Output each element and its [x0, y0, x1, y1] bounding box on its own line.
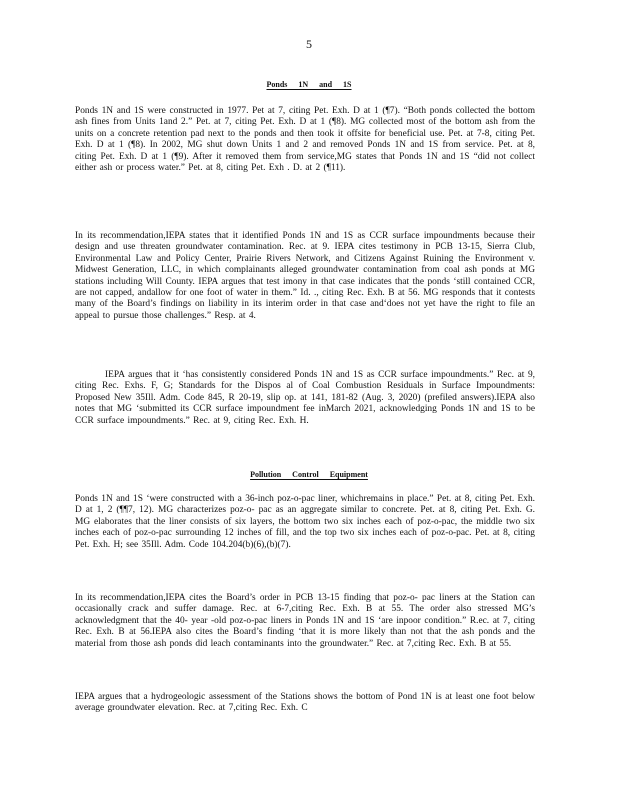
section-heading-pollution-control — [0, 470, 618, 479]
paragraph: In its recommendation,IEPA states that it identified Ponds 1N and 1S as CCR surface impoundments because their design and use threaten groundwater contamination. Rec. at 9. IEPA cites testimony in PCB 13-15, Sierra Club, Environmental Law and Policy Center, Prairie Rivers Network, and Citizens Against Ruining the Environment v. Midwest Generation, LLC, in which complainants alleged groundwater contamination from coal ash ponds at MG stations including Will County. IEPA argues that test imony in that case indicates that the ponds ‘still contained CCR, are not capped, andallow for one foot of water in them.” Id. ., citing Rec. Exh. B at 56. MG responds that it contests many of the Board’s findings on liability in its interim order in that case and‘does not yet have the right to file an appeal to pursue those challenges.” Resp. at 4. — [75, 231, 535, 321]
paragraph: Ponds 1N and 1S ‘were constructed with a 36-inch poz-o-pac liner, whichremains in place.” Pet. at 8, citing Pet. Exh. D at 1, 2 (¶¶7, 12). MG characterizes poz-o- pac as an aggregate similar to concrete. Pet. at 8, citing Pet. Exh. G. MG elaborates that the liner consists of six layers, the bottom two six inches each of poz-o-pac, the middle two six inches each of poz-o-pac surrounding 12 inches of fill, and the top two six inches each of poz-o-pac. Pet. at 8, citing Pet. Exh. H; see 35Ill. Adm. Code 104.204(b)(6),(b)(7). — [75, 494, 535, 550]
paragraph: IEPA argues that it ‘has consistently considered Ponds 1N and 1S as CCR surface impoundments.” Rec. at 9, citing Rec. Exhs. F, G; Standards for the Dispos al of Coal Combustion Residuals in Surface Impoundments: Proposed New 35Ill. Adm. Code 845, R 20-19, slip op. at 141, 181-82 (Aug. 3, 2020) (prefiled answers).IEPA also notes that MG ‘submitted its CCR surface impoundment fee inMarch 2021, acknowledging Ponds 1N and 1S to be CCR surface impoundments.” Rec. at 9, citing Rec. Exh. H. — [75, 370, 535, 426]
heading-text: Ponds 1N and 1S — [266, 80, 352, 89]
page-number: 5 — [306, 37, 312, 51]
heading-text: Pollution Control Equipment — [250, 470, 368, 479]
section-heading-ponds — [0, 80, 618, 89]
paragraph: IEPA argues that a hydrogeologic assessment of the Stations shows the bottom of Pond 1N is at least one foot below average groundwater elevation. Rec. at 7,citing Rec. Exh. C — [75, 692, 535, 714]
paragraph: Ponds 1N and 1S were constructed in 1977. Pet at 7, citing Pet. Exh. D at 1 (¶7). “Both ponds collected the bottom ash fines from Units 1and 2.” Pet. at 7, citing Pet. Exh. D at 1 (¶8). MG collected most of the bottom ash from the units on a concrete retention pad next to the ponds and then took it offsite for beneficial use. Pet. at 7-8, citing Pet. Exh. D at 1 (¶8). In 2002, MG shut down Units 1 and 2 and removed Ponds 1N and 1S from service. Pet. at 8, citing Pet. Exh. D at 1 (¶9). After it removed them from service,MG states that Ponds 1N and 1S “did not collect either ash or process water.” Pet. at 8, citing Pet. Exh . D. at 2 (¶11). — [75, 106, 535, 174]
paragraph: In its recommendation,IEPA cites the Board’s order in PCB 13-15 finding that poz-o- pac liners at the Station can occasionally crack and suffer damage. Rec. at 6-7,citing Rec. Exh. B at 55. The order also stressed MG’s acknowledgment that the 40- year -old poz-o-pac liners in Ponds 1N and 1S ‘are inpoor condition.” R.ec. at 7, citing Rec. Exh. B at 56.IEPA also cites the Board’s finding ‘that it is more likely than not that the ash ponds and the material from those ash ponds did leach contaminants into the groundwater.” Rec. at 7,citing Rec. Exh. B at 55. — [75, 593, 535, 649]
